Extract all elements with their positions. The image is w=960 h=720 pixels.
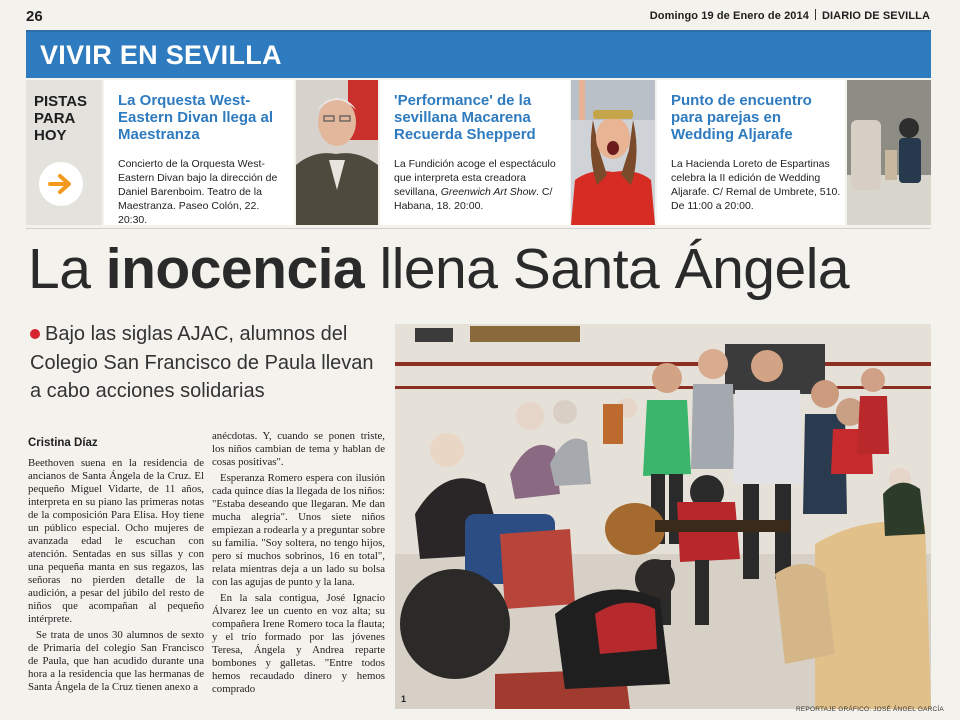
pistas-box <box>26 80 102 225</box>
article-column-1 <box>28 457 204 697</box>
paragraph: anécdotas. Y, cuando se ponen triste, los niños cambian de tema y hablan de cosas positivas". <box>212 430 385 468</box>
section-title: VIVIR EN SEVILLA <box>40 40 282 70</box>
date: Domingo 19 de Enero de 2014 <box>649 10 809 22</box>
article-column-2 <box>212 430 385 699</box>
arrow-right-icon <box>39 162 83 206</box>
photo-barenboim <box>296 80 378 225</box>
paragraph: Esperanza Romero espera con ilusión cada quince días la llegada de los niños: "Estaba deseando que llegaran. Me dan mucha alegría". Unos siete niños empiezan a rodearla y a preguntar sobre su familia. "Soy soltera, no tengo hijos, pero sí muchos sobrinos, 16 en total", relata mientras deja a un lado su bolsa con las agujas de punto y la lana. <box>212 472 385 588</box>
teaser-orquesta <box>104 80 294 225</box>
paragraph: Se trata de unos 30 alumnos de sexto de Primaria del colegio San Francisco de Paula, que han acudido durante una hora a la residencia que las hermanas de Santa Ángela de la Cruz tienen anexo a <box>28 629 204 693</box>
paragraph: Beethoven suena en la residencia de ancianos de Santa Ángela de la Cruz. El pequeño Miguel Vidarte, de 11 años, interpreta en su piano las primeras notas de la composición Para Elisa. Hoy tiene un público especial. Ocho mujeres de avanzada edad le escuchan con atención. Sentadas en sus sillas y con una pequeña manta en sus regazos, las señoras no pierden detalle de la audición, a pesar del júbilo del resto de niños que acompañan al pequeño intérprete. <box>28 457 204 625</box>
teaser-body: La Fundición acoge el espectáculo que interpreta esta creadora sevillana, Greenwich Art Show. C/ Habana, 18. 20:00. <box>394 158 556 212</box>
teaser-body: La Hacienda Loreto de Espartinas celebra la II edición de Wedding Aljarafe. C/ Remal de Umbrete, 510. De 11:00 a 20:00. <box>671 158 841 212</box>
photo-number: 1 <box>401 694 407 704</box>
paragraph: En la sala contigua, José Ignacio Álvarez lee un cuento en voz alta; su compañera Irene Romero toca la flauta; y el trío formado por las jóvenes Teresa, Ángela y Andrea reparte bombones y galletas. "Entre todos hemos recaudado dinero y hemos comprado <box>212 592 385 695</box>
pistas-label: PISTAS PARA HOY <box>34 93 88 144</box>
dateline <box>650 9 930 22</box>
subheadline: Bajo las siglas AJAC, alumnos del Colegio San Francisco de Paula llevan a cabo acciones solidarias <box>30 323 374 402</box>
photo-macarena <box>571 80 655 225</box>
section-banner <box>26 30 931 78</box>
teaser-title: 'Performance' de la sevillana Macarena Recuerda Shepperd <box>394 92 536 143</box>
photo-credit: REPORTAJE GRÁFICO: JOSÉ ÁNGEL GARCÍA <box>796 706 944 713</box>
teaser-performance <box>380 80 570 225</box>
teaser-title: La Orquesta West-Eastern Divan llega al Maestranza <box>118 92 274 143</box>
headline: La inocencia llena Santa Ángela <box>28 237 850 301</box>
teaser-wedding <box>657 80 845 225</box>
teaser-body: Concierto de la Orquesta West-Eastern Divan bajo la dirección de Daniel Barenboim. Teatro de la Maestranza. Paseo Colón, 22. 20:30. <box>118 158 278 226</box>
page-number: 26 <box>26 8 43 25</box>
main-photo-children-with-elderly <box>395 324 931 709</box>
separator <box>815 9 816 20</box>
teaser-title: Punto de encuentro para parejas en Wedding Aljarafe <box>671 92 812 143</box>
byline: Cristina Díaz <box>28 437 98 449</box>
bullet-dot-icon <box>30 329 40 339</box>
newspaper-name: DIARIO DE SEVILLA <box>821 10 930 22</box>
photo-wedding-figurines <box>847 80 931 225</box>
divider <box>26 228 931 229</box>
